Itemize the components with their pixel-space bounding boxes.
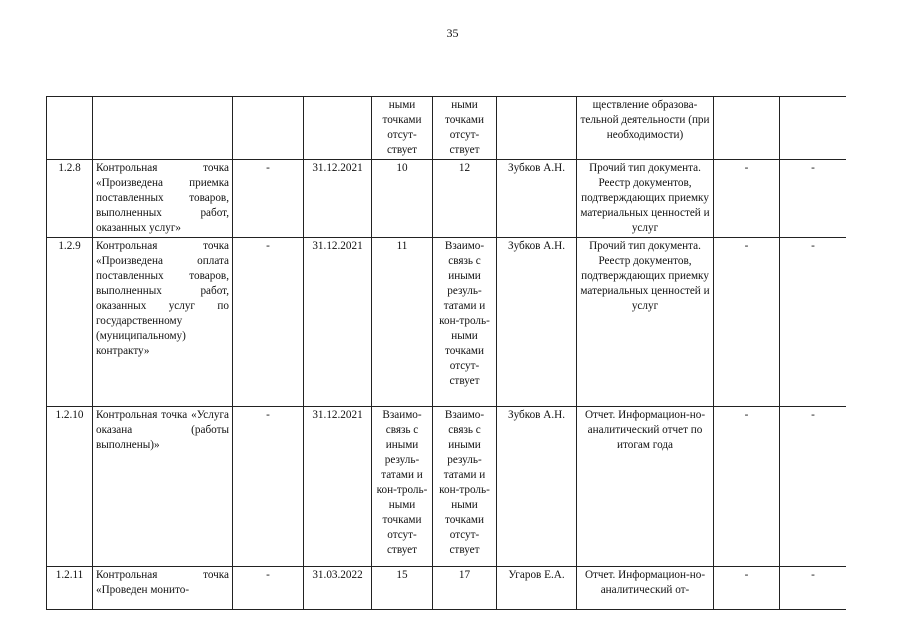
- cell-num: [47, 97, 93, 160]
- cell-col10: [780, 97, 847, 160]
- cell-document: Отчет. Информацион-но-аналитический отчет по итогам года: [577, 407, 714, 567]
- cell-col4: [304, 97, 372, 160]
- cell-name: Контрольная точка «Произведена оплата поставленных товаров, выполненных работ, оказанных услуг по государственному (муниципальному) контракту»: [93, 238, 233, 407]
- cell-num: 1.2.8: [47, 160, 93, 238]
- cell-name: [93, 97, 233, 160]
- cell-document: Прочий тип документа. Реестр документов, подтверждающих приемку материальных ценностей и услуг: [577, 238, 714, 407]
- cell-col5: 10: [372, 160, 433, 238]
- cell-col6: Взаимо-связь с иными резуль-татами и кон-троль-ными точками отсут-ствует: [433, 238, 497, 407]
- cell-document: Прочий тип документа. Реестр документов, подтверждающих приемку материальных ценностей и услуг: [577, 160, 714, 238]
- cell-col10: -: [780, 567, 847, 610]
- cell-col9: [714, 97, 780, 160]
- cell-col9: -: [714, 407, 780, 567]
- cell-col6: 17: [433, 567, 497, 610]
- cell-col6: 12: [433, 160, 497, 238]
- cell-name: Контрольная точка «Произведена приемка поставленных товаров, выполненных работ, оказанных услуг»: [93, 160, 233, 238]
- cell-responsible: Зубков А.Н.: [497, 160, 577, 238]
- cell-name: Контрольная точка «Проведен монито-: [93, 567, 233, 610]
- cell-date: 31.12.2021: [304, 407, 372, 567]
- cell-responsible: Угаров Е.А.: [497, 567, 577, 610]
- cell-col6: Взаимо-связь с иными резуль-татами и кон-троль-ными точками отсут-ствует: [433, 407, 497, 567]
- cell-responsible: Зубков А.Н.: [497, 238, 577, 407]
- table-row: [47, 160, 847, 238]
- cell-col10: -: [780, 407, 847, 567]
- cell-responsible: Зубков А.Н.: [497, 407, 577, 567]
- cell-col5: ными точками отсут-ствует: [372, 97, 433, 160]
- cell-col9: -: [714, 238, 780, 407]
- document-sheet: [46, 96, 846, 616]
- table-row: [47, 567, 847, 610]
- cell-col3: [233, 97, 304, 160]
- cell-col9: -: [714, 160, 780, 238]
- cell-date: 31.12.2021: [304, 238, 372, 407]
- cell-col5: Взаимо-связь с иными резуль-татами и кон-троль-ными точками отсут-ствует: [372, 407, 433, 567]
- page-number: 35: [446, 26, 459, 40]
- cell-name: Контрольная точка «Услуга оказана (работы выполнены)»: [93, 407, 233, 567]
- cell-col6: ными точками отсут-ствует: [433, 97, 497, 160]
- cell-responsible: [497, 97, 577, 160]
- cell-col5: 11: [372, 238, 433, 407]
- table-row-continuation: [47, 97, 847, 160]
- control-points-table: [46, 96, 846, 610]
- cell-col3: -: [233, 238, 304, 407]
- table-row: [47, 238, 847, 407]
- cell-col3: -: [233, 160, 304, 238]
- cell-document: Отчет. Информацион-но-аналитический от-: [577, 567, 714, 610]
- cell-date: 31.03.2022: [304, 567, 372, 610]
- cell-col9: -: [714, 567, 780, 610]
- cell-col3: -: [233, 407, 304, 567]
- cell-num: 1.2.9: [47, 238, 93, 407]
- cell-col10: -: [780, 160, 847, 238]
- cell-col5: 15: [372, 567, 433, 610]
- cell-col3: -: [233, 567, 304, 610]
- cell-num: 1.2.11: [47, 567, 93, 610]
- table-row: [47, 407, 847, 567]
- cell-date: 31.12.2021: [304, 160, 372, 238]
- cell-num: 1.2.10: [47, 407, 93, 567]
- cell-col10: -: [780, 238, 847, 407]
- cell-document: ществление образова-тельной деятельности (при необходимости): [577, 97, 714, 160]
